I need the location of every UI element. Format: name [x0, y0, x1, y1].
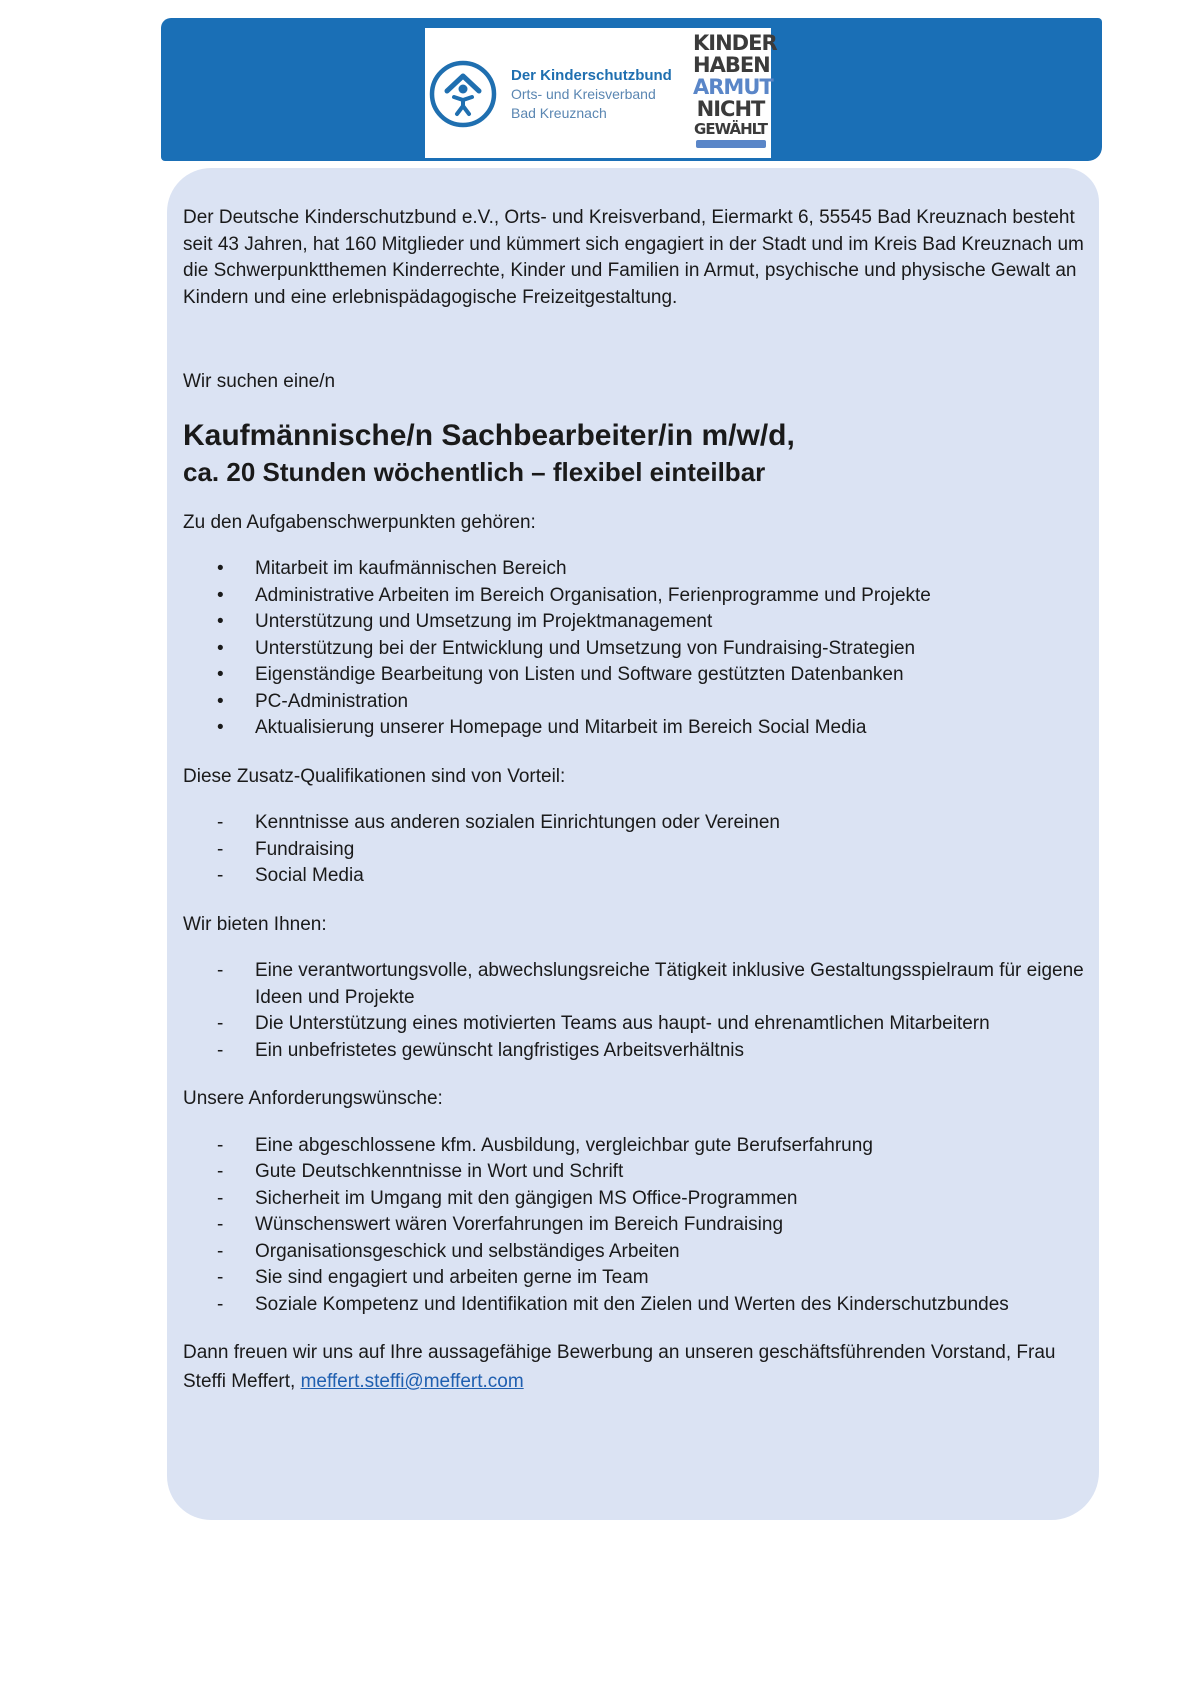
list-item-text: Mitarbeit im kaufmännischen Bereich	[255, 558, 567, 579]
list-marker: -	[217, 865, 224, 886]
list-marker: -	[217, 1134, 224, 1156]
list-marker: -	[217, 1039, 224, 1061]
requirements-list	[183, 1133, 1088, 1319]
list-item-text: Social Media	[255, 865, 364, 886]
intro-paragraph: Der Deutsche Kinderschutzbund e.V., Orts- und Kreisverband, Eiermarkt 6, 55545 Bad Kreuznach besteht seit 43 Jahren, hat 160 Mitglieder und kümmert sich engagiert in der Stadt und im Kreis Bad Kreuznach um die Schwerpunktthemen Kinderrechte, Kinder und Familien in Armut, psychische und physische Gewalt an Kindern und eine erlebnispädagogische Freizeitgestaltung.	[183, 207, 1084, 308]
list-item-text: Unterstützung bei der Entwicklung und Umsetzung von Fundraising-Strategien	[255, 637, 916, 659]
qualifications-label: Diese Zusatz-Qualifikationen sind von Vorteil:	[183, 765, 566, 787]
list-item-text: Sicherheit im Umgang mit den gängigen MS Office-Programmen	[255, 1187, 798, 1209]
campaign-word: NICHT	[696, 97, 765, 121]
campaign-word: HABEN	[693, 53, 770, 77]
list-item	[183, 715, 1088, 742]
list-item-text: PC-Administration	[255, 690, 409, 712]
list-marker: -	[217, 1013, 224, 1034]
list-item	[183, 636, 1088, 663]
campaign-word: ARMUT	[693, 75, 773, 99]
list-item	[183, 1133, 1088, 1160]
list-item	[183, 1186, 1088, 1213]
list-item-text: Fundraising	[255, 838, 355, 860]
list-item-text: Eine verantwortungsvolle, abwechslungsreiche Tätigkeit inklusive Gestaltungsspielraum für eigene Ideen und Projekte	[255, 960, 1084, 1008]
requirements-label: Unsere Anforderungswünsche:	[183, 1088, 443, 1109]
list-marker: •	[217, 611, 224, 632]
list-item-text: Eine abgeschlossene kfm. Ausbildung, vergleichbar gute Berufserfahrung	[255, 1134, 873, 1156]
campaign-word: KINDER	[693, 31, 777, 55]
org-name: Der Kinderschutzbund	[511, 67, 672, 84]
list-marker: -	[217, 812, 224, 833]
contact-email-link[interactable]: meffert.steffi@meffert.com	[300, 1371, 524, 1392]
lead-text: Wir suchen eine/n	[183, 371, 336, 392]
list-marker: •	[217, 690, 224, 712]
list-item	[183, 662, 1088, 689]
offer-label: Wir bieten Ihnen:	[183, 913, 327, 935]
list-item-text: Ein unbefristetes gewünscht langfristiges Arbeitsverhältnis	[255, 1039, 744, 1061]
logo-box	[425, 28, 777, 158]
list-item	[183, 556, 1088, 583]
list-item	[183, 583, 1088, 610]
org-subline: Orts- und Kreisverband	[511, 86, 656, 102]
list-marker: -	[217, 1240, 224, 1262]
list-item-text: Wünschenswert wären Vorerfahrungen im Bereich Fundraising	[255, 1214, 784, 1235]
list-item-text: Administrative Arbeiten im Bereich Organisation, Ferienprogramme und Projekte	[255, 584, 931, 606]
list-item	[183, 1159, 1088, 1186]
list-item-text: Organisationsgeschick und selbständiges Arbeiten	[255, 1240, 680, 1262]
job-title: Kaufmännische/n Sachbearbeiter/in m/w/d,	[183, 418, 795, 452]
list-item	[183, 1212, 1088, 1239]
list-marker: -	[217, 960, 224, 981]
list-marker: •	[217, 584, 224, 606]
job-subtitle: ca. 20 Stunden wöchentlich – flexibel einteilbar	[183, 456, 766, 487]
list-item	[183, 1038, 1088, 1065]
tasks-list	[183, 556, 1088, 742]
kinderschutzbund-emblem-icon	[427, 58, 499, 130]
closing-text: Dann freuen wir uns auf Ihre aussagefähige Bewerbung an unseren geschäftsführenden Vorstand, Frau Steffi Meffert,	[183, 1342, 1056, 1392]
list-item	[183, 609, 1088, 636]
list-marker: •	[217, 717, 224, 738]
list-item	[183, 1011, 1088, 1038]
list-item	[183, 863, 1088, 890]
list-item-text: Eigenständige Bearbeitung von Listen und Software gestützten Datenbanken	[255, 664, 904, 685]
list-item-text: Kenntnisse aus anderen sozialen Einrichtungen oder Vereinen	[255, 812, 780, 833]
list-item	[183, 837, 1088, 864]
qualifications-list	[183, 810, 1088, 890]
list-marker: •	[217, 664, 224, 685]
list-item	[183, 1265, 1088, 1292]
list-item-text: Aktualisierung unserer Homepage und Mitarbeit im Bereich Social Media	[255, 717, 867, 738]
org-location: Bad Kreuznach	[511, 105, 607, 121]
list-marker: -	[217, 838, 224, 860]
list-item	[183, 1239, 1088, 1266]
list-marker: -	[217, 1161, 224, 1182]
list-marker: -	[217, 1293, 224, 1315]
list-item-text: Unterstützung und Umsetzung im Projektmanagement	[255, 611, 713, 632]
list-marker: -	[217, 1267, 224, 1288]
list-item	[183, 689, 1088, 716]
campaign-underline	[696, 140, 766, 148]
campaign-logo	[693, 31, 777, 154]
list-marker: -	[217, 1214, 224, 1235]
job-posting	[183, 205, 1088, 1396]
list-item-text: Gute Deutschkenntnisse in Wort und Schrift	[255, 1161, 624, 1182]
list-item	[183, 958, 1088, 1011]
list-marker: -	[217, 1187, 224, 1209]
list-marker: •	[217, 558, 224, 579]
tasks-label: Zu den Aufgabenschwerpunkten gehören:	[183, 511, 536, 533]
org-name-block	[511, 66, 672, 123]
offer-list	[183, 958, 1088, 1064]
list-item-text: Soziale Kompetenz und Identifikation mit den Zielen und Werten des Kinderschutzbundes	[255, 1293, 1009, 1315]
list-marker: •	[217, 637, 224, 659]
closing-paragraph	[183, 1338, 1088, 1396]
list-item	[183, 1292, 1088, 1319]
list-item-text: Die Unterstützung eines motivierten Teams aus haupt- und ehrenamtlichen Mitarbeitern	[255, 1013, 990, 1034]
list-item	[183, 810, 1088, 837]
campaign-word: GEWÄHLT	[694, 120, 767, 138]
list-item-text: Sie sind engagiert und arbeiten gerne im Team	[255, 1267, 649, 1288]
